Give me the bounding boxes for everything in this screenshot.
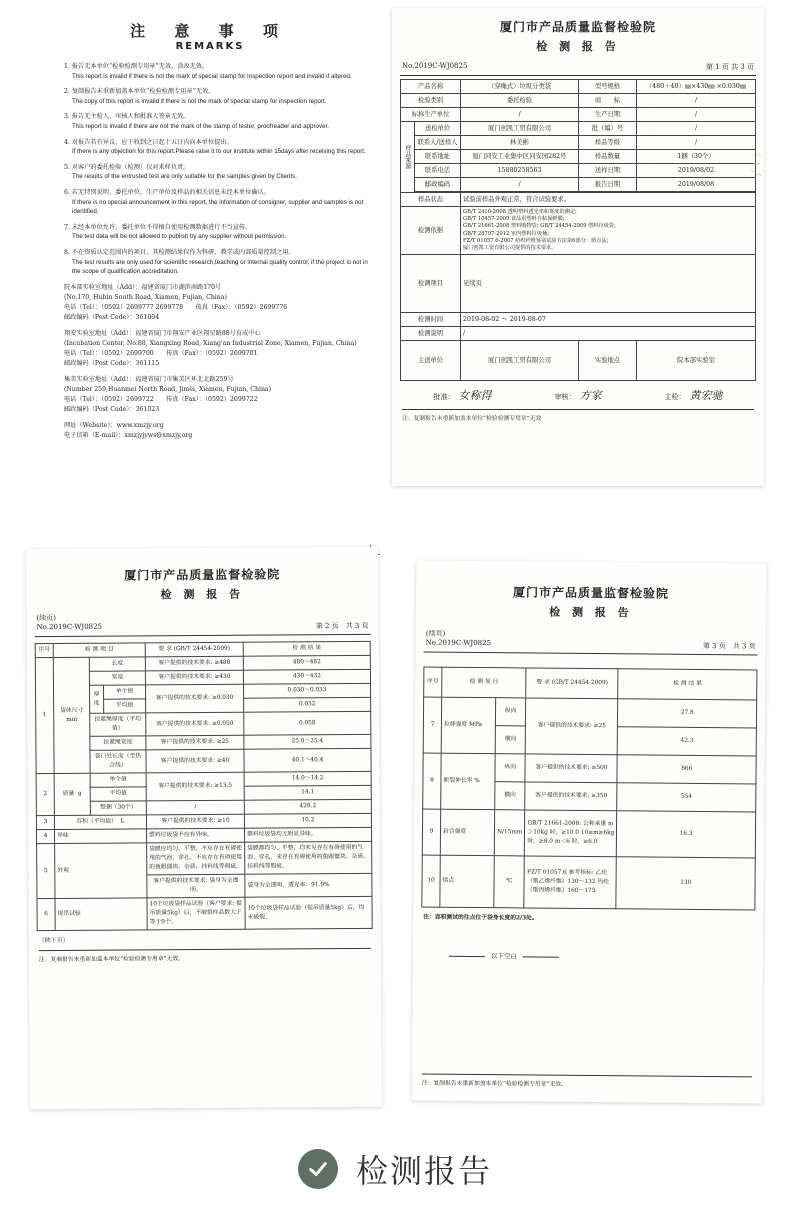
label-test-basis: 检测依据: [401, 207, 461, 255]
below-blank-text: 以下空白: [490, 952, 517, 961]
test-note: /: [461, 327, 756, 341]
item-unit: N/15mm: [494, 810, 525, 856]
mass-unit: g: [78, 790, 82, 797]
signature-row: [402, 387, 754, 403]
col-requirement: 要 求 (GB/T 24454-2009): [526, 668, 618, 699]
label-trademark: 商 标: [579, 94, 637, 108]
test-time: 2019-08-02 ～ 2019-08-07: [461, 313, 756, 327]
report-title-p3: 检 测 报 告: [549, 605, 633, 620]
sub-item: 整捆（30个）: [90, 801, 146, 815]
col-item: 检 测 项 目: [442, 667, 527, 698]
row-no: 3: [36, 816, 54, 830]
row-no: 9: [422, 809, 440, 855]
remark-zh: 3. 报告无主检人、审核人和批准人签章无效。: [64, 113, 190, 121]
result: 480～482: [243, 655, 370, 670]
direction: 横向: [495, 782, 526, 810]
result: 25.0～25.4: [244, 734, 371, 749]
label-phone: 联系电话: [415, 164, 461, 178]
remark-en: The test data will be not allowed to publish by any supplier without permission.: [72, 233, 287, 241]
label-quantity: 样品数量: [579, 150, 637, 164]
remark-item: [42, 87, 378, 106]
requirement: 塑料垃圾袋不应有异味。: [147, 828, 245, 843]
cont-label-p3: (续页): [425, 629, 446, 638]
trademark: /: [637, 94, 756, 108]
remark-en: The results of the entrusted test are only suitable for the samples given by Clients.: [72, 173, 297, 181]
remarks-title: 注 意 事 项: [130, 22, 290, 40]
label-grade: 样品等级: [579, 136, 637, 150]
sub-item: 平均值: [90, 787, 146, 801]
sub-item: 袋口处长度（至热合线）: [90, 750, 146, 773]
result: 袋膜都均匀、平整，均未见存在有碍使用的气泡、穿孔、未存在有碍使用的鱼眼僵块、杂质、挂料线等瑕疵。: [245, 841, 372, 874]
requirement: 客户提供的技术要求: ≥25: [146, 735, 244, 750]
item-name: 断裂伸长率: [443, 777, 473, 784]
row-no: 8: [423, 753, 441, 809]
requirement: 客户提供的技术要求: ≥430: [145, 670, 243, 685]
sub-item: 拉紧绳厚度（平均值）: [90, 713, 146, 736]
label-batch: 批（编）号: [579, 122, 637, 136]
item-name: 外观: [55, 843, 147, 899]
label-test-items: 检测项目: [401, 255, 461, 313]
sub-item: 平均值: [104, 699, 146, 713]
sender-unit: 厦门创凯工贸有限公司: [461, 122, 579, 136]
report-page-2: [26, 547, 382, 1109]
result: 0.058: [244, 711, 371, 735]
address-line: 翔安实验室地址（Add）：福建省厦门市翔安产业区翔星路88号育成中心: [64, 329, 261, 337]
col-no: 序号: [35, 644, 53, 658]
basis-line: GB/T 10457-2009 食品用塑料自粘保鲜膜;: [463, 216, 565, 223]
sample-grade: /: [637, 136, 756, 150]
address-line: 邮政编码（Post Code）：361115: [64, 359, 160, 367]
row-no: 5: [37, 844, 55, 899]
model-spec: （480＋40）㎜×430㎜ ×0.030㎜: [637, 80, 756, 94]
item-name: 异味: [55, 829, 147, 844]
item-unit: %: [474, 777, 480, 785]
requirement: 客户提供的技术要求: ≥40: [146, 749, 244, 773]
requirement: 客户提供的技术要求: 袋身为全透明。: [147, 874, 245, 898]
direction: 横向: [495, 726, 526, 754]
remark-item: [42, 62, 378, 81]
review-label: 审核：: [554, 393, 576, 402]
sample-state: 试验前样品外观正常，符合试验要求。: [461, 193, 756, 207]
row-no: 10: [422, 855, 440, 907]
requirement: 客户提供的技术要求: ≥0.050: [146, 712, 244, 736]
contact-address: 厦门同安工业集中区同安园282号: [461, 150, 579, 164]
row-no: 7: [423, 697, 441, 753]
address-line: 电话（Tel）：（0592）2699700 传真（Fax）：（0592）2699701: [64, 349, 258, 357]
sub-item: 宽度: [89, 671, 145, 685]
result: 130: [616, 857, 755, 910]
direction: 纵向: [495, 754, 526, 782]
remark-item: [42, 163, 378, 182]
address-line: 邮政编码（Post Code）：361023: [64, 405, 160, 413]
remark-zh: 1. 报告无本单位“检验检测专用章”无效，涂改无效。: [64, 63, 209, 70]
result: 430～432: [243, 669, 370, 684]
lab-location: 院本部实验室: [637, 341, 756, 381]
report-title: 检 测 报 告: [536, 40, 620, 53]
requirement: 袋膜应均匀、平整、不应存在有碍使用的气泡、穿孔、不应存在有碍使用的鱼眼僵块、杂质、挂料线等瑕疵。: [147, 842, 245, 875]
requirement: FZ/T 01057.6 参考指标: 乙纶（聚乙烯纤维）130～132 丙纶（聚丙烯纤维）160～175: [524, 856, 616, 909]
remark-item: [42, 112, 378, 131]
remark-zh: 6. 若无特别说明，委托单位、生产单位及样品的相关信息未经本单位确认。: [64, 188, 270, 196]
page1-footnote: 注：复制报告未重新加盖本单位“检验检测专用章”无效: [402, 409, 754, 422]
report-page-3: [412, 560, 767, 1103]
row-no: 1: [35, 658, 54, 774]
report-info-table: [400, 79, 756, 381]
report-date: 2019/08/08: [637, 178, 756, 192]
col-no: 序号: [424, 667, 442, 697]
row-no: 6: [37, 899, 55, 931]
label-address: 联系地址: [415, 150, 461, 164]
result: 40.1～40.4: [244, 748, 371, 772]
remark-zh: 7. 未经本单位允许，委托单位不得擅自使用检测数据进行不当宣传。: [64, 223, 252, 231]
basis-line: GB/T 28797-2012 室内塑料垃圾桶;: [463, 230, 549, 237]
remark-item: [42, 223, 378, 242]
results-table-p3: [421, 667, 757, 911]
production-date: /: [637, 108, 756, 122]
basis-line: GB/T 2410-2008 透明塑料透光率和雾度的测定;: [463, 209, 577, 215]
label-sample-source: 样品来源: [401, 122, 415, 193]
page2-footnote: 注：复制报告未重新加盖本单位“检验检测专用章”无效。: [39, 948, 371, 963]
approver-signature: 女称得: [458, 389, 492, 403]
address-line: (Number 259,Huanmei North Road, Jimei, Xiamen, Fujian, China): [64, 385, 272, 393]
result: 14.1: [244, 785, 371, 800]
remark-zh: 2. 复制报告未重新加盖本单位“检验检测专用章”无效。: [64, 88, 215, 96]
basis-line: FZ/T 01057.6-2007 纺织纤维鉴别试验方法第6部分：熔点法;: [463, 237, 609, 244]
label-marked-producer: 标称生产单位: [401, 108, 461, 122]
remarks-subtitle: REMARKS: [175, 41, 245, 52]
mass-label: 质量: [62, 790, 75, 797]
sample-quantity: 1捆（30个）: [637, 150, 756, 164]
requirement: 客户提供的技术要求: ≥500: [525, 754, 617, 783]
address-line: 邮政编码（Post Code）：361004: [64, 313, 160, 321]
result: 14.0～14.2: [244, 771, 371, 786]
item-name: 提吊试验: [55, 898, 147, 931]
inspector-signature: 黄宏驰: [689, 389, 723, 403]
item-unit: ℃: [494, 856, 525, 908]
label-report-date: 报告日期: [579, 178, 637, 192]
requirement: 客户提供的技术要求: ≥25: [526, 698, 618, 755]
test-items: 见续页: [461, 255, 756, 313]
col-result: 检 测 结 果: [243, 641, 370, 656]
inspection-category: 委托检验: [461, 94, 579, 108]
address-line: 电话（Tel）：（0592）2699777 2699778 传真（Fax）：（0592）2699776: [64, 303, 288, 311]
requirement: 客户提供的技术要求: ≥480: [145, 656, 243, 671]
email: 电子信箱（E-mail）：xmzjyjyws@xmzjy.org: [64, 431, 193, 439]
lab-address: [42, 283, 378, 323]
col-requirement: 要 求 (GB/T 24454-2009): [145, 642, 243, 657]
address-line: 院本部实验室地址（Add）：福建省厦门市湖滨南路170号: [64, 283, 222, 291]
item-name: 容积（平均值）: [76, 818, 117, 825]
requirement: 客户提供的技术要求: ≥13.5: [146, 772, 244, 801]
marked-producer: /: [461, 108, 579, 122]
remark-en: If there is any objection for this report.Please raise it to our institute within 15days after receiving this report.: [72, 148, 366, 156]
report-page-1: [392, 8, 764, 486]
remarks-page: [42, 8, 378, 518]
lab-address: [42, 375, 378, 415]
report-title-p2: 检 测 报 告: [160, 587, 245, 602]
result: 42.3: [618, 727, 757, 756]
remarks-list: [42, 62, 378, 277]
product-name: （穿绳式）垃圾分类袋: [461, 80, 579, 94]
remark-zh: 8. 不在资质认定范围内的项目，其检测结果仅作为科研、教学或内部质量控制之用。: [64, 248, 295, 256]
check-circle-icon: [298, 1149, 338, 1189]
remark-zh: 4. 对报告若有异议，应于收到之日起十五日内向本单位提出。: [64, 138, 233, 146]
caption-text: 检测报告: [355, 1152, 492, 1190]
bag-size-unit: mm: [66, 716, 78, 723]
label-model: 型号规格: [579, 80, 637, 94]
remark-item: [42, 188, 378, 217]
below-blank-marker: [443, 951, 763, 963]
remark-en: This report is invalid if there is not the mark of special stamp for Inspection report and invalid if altered.: [72, 72, 352, 80]
inspect-label: 主检：: [664, 393, 686, 402]
result: 554: [617, 783, 756, 812]
lab-address: [42, 329, 378, 369]
bag-size-label: 袋体尺寸: [60, 707, 84, 714]
approve-label: 批准：: [433, 393, 455, 402]
result: 420.2: [244, 799, 371, 814]
label-send-date: 送样日期: [579, 164, 637, 178]
item-name: 拉伸强度: [443, 721, 468, 728]
org-name-p2: 厦门市产品质量监督检验院: [124, 567, 281, 583]
page3-note: 注：容积测试的往点位于袋身长度的2/3处。: [423, 914, 538, 922]
contact-person: 林美彬: [461, 136, 579, 150]
label-host-unit: 主送单位: [401, 341, 461, 381]
requirement: 10个垃圾袋样品试验（客户要求: 提吊质量5kg）后，不破裂样品数大于等于9个。: [147, 897, 245, 930]
test-basis: [461, 207, 756, 255]
result: 27.8: [618, 699, 757, 728]
remark-item: [42, 138, 378, 157]
address-line: (Incubation Center, No.88, Xiangxing Road, Xiang'an Industrial Zone, Xiamen, Fujian, China): [64, 339, 357, 347]
remark-zh: 5. 对客户的委托检验（检测）仅对来样负责。: [64, 163, 190, 171]
page-indicator: 第 1 页 共 3 页: [705, 63, 754, 71]
remark-en: This report is invalid if there are not the mark of the stamp of tester, proofreader and approver.: [72, 122, 329, 130]
remark-en: The test results are only used for scientific research,teaching or internal quality control, if the project is not in the scope of qualification accreditation.: [72, 258, 368, 276]
caption-bar: [0, 1146, 790, 1192]
result: 塑料垃圾袋均无明显异味。: [245, 827, 372, 842]
label-test-time: 检测时间: [401, 313, 461, 327]
contact-phone: 15880258563: [461, 164, 579, 178]
postcode: /: [461, 178, 579, 192]
label-sample-state: 样品状态: [401, 193, 461, 207]
label-postcode: 邮政编码: [415, 178, 461, 192]
label-product-name: 产品名称: [401, 80, 461, 94]
report-number: No.2019C-WJ0825: [402, 62, 468, 70]
batch-number: /: [637, 122, 756, 136]
label-contact: 联系人/送样人: [415, 136, 461, 150]
remark-en: If there is no special announcement in this report, the information of consigner, supplier and samples is not identified.: [72, 198, 364, 216]
requirement: 客户提供的技术要求: ≥0.030: [145, 684, 243, 713]
seal-mark-icon: 〔 ↑ ╱: [750, 148, 760, 176]
item-unit: MPa: [468, 721, 483, 729]
item-name: 封合强度: [440, 809, 494, 855]
page-indicator-p3: 第 3 页 共 3 页: [702, 641, 756, 651]
requirement: GB/T 21661-2008: 公称承重 m＞10kg 时，≥10.0 10≥m≥6kg 时，≥8.0 m＜6 时，≥6.0: [525, 810, 617, 857]
label-production-date: 生产日期: [579, 108, 637, 122]
cont-label-p2: (续页): [36, 614, 57, 623]
reviewer-signature: 方家: [579, 389, 602, 403]
label-lab-location: 实验地点: [579, 341, 637, 381]
lab-address-list: [42, 283, 378, 415]
label-category: 检验类别: [401, 94, 461, 108]
label-test-note: 检测说明: [401, 327, 461, 341]
continued-label: （续下页）: [38, 936, 69, 945]
requirement: 客户提供的技术要求: ≥10: [146, 814, 244, 829]
basis-line: GB/T 21661-2008 塑料购物袋; GB/T 24454-2009 塑料垃圾袋;: [463, 223, 616, 230]
results-table-p2: [35, 641, 373, 931]
row-no: 2: [36, 774, 54, 816]
page3-footnote: 注：复制报告未重新加盖本单位“检验检测专用章”无效。: [422, 1074, 752, 1090]
row-no: 4: [37, 830, 55, 844]
result: 10.2: [244, 813, 371, 828]
sub-item: 单个值: [104, 685, 146, 699]
requirement: 客户提供的技术要求: ≥350: [525, 782, 617, 811]
label-sender: 送检单位: [415, 122, 461, 136]
basis-line: 厦门创凯工贸有限公司提供的技术要求。: [463, 245, 557, 252]
col-result: 检 测 结 果: [618, 669, 757, 700]
direction: 纵向: [495, 698, 526, 726]
remark-item: [42, 248, 378, 277]
result: 866: [617, 755, 756, 784]
report-number-p2: No.2019C-WJ0825: [36, 622, 103, 632]
org-name-p3: 厦门市产品质量监督检验院: [513, 585, 670, 601]
col-item: 检 测 项 目: [53, 643, 145, 658]
address-line: 电话（Tel）：（0592）2699722 传真（Fax）：（0592）2699722: [64, 395, 258, 403]
result: 16.3: [617, 811, 756, 858]
report-number-p3: No.2019C-WJ0825: [425, 638, 492, 648]
page-indicator-p2: 第 2 页 共 3 页: [315, 621, 369, 631]
result: 0.032: [244, 697, 371, 712]
send-date: 2019/08/02: [637, 164, 756, 178]
result: 袋身为全透明，透光率：91.9%: [245, 873, 372, 897]
address-line: 集美实验室地址（Add）：福建省厦门市集美区环北北路259号: [64, 375, 234, 383]
requirement: /: [146, 800, 244, 815]
sub-item: 拉紧绳宽度: [90, 736, 146, 750]
result: 0.030～0.033: [243, 683, 370, 698]
remark-en: The copy of this report is invalid if there is not the mark of special stamp for inspection report.: [72, 97, 327, 105]
thickness-label: 厚度: [90, 685, 104, 713]
item-name: 熔点: [440, 855, 494, 907]
org-name: 厦门市产品质量监督检验院: [499, 20, 656, 34]
host-unit: 厦门创凯工贸有限公司: [461, 341, 579, 381]
address-line: (No.170, Hubin South Road, Xiamen, Fujian, China): [64, 293, 227, 301]
website: 网址（Website）：www.xmzjy.org: [64, 421, 164, 429]
sub-item: 单个值: [90, 773, 146, 787]
sub-item: 长度: [89, 657, 145, 671]
item-unit: L: [120, 818, 125, 825]
result: 10个垃圾袋样品试验（提吊质量5kg）后，均未破裂。: [245, 896, 372, 929]
